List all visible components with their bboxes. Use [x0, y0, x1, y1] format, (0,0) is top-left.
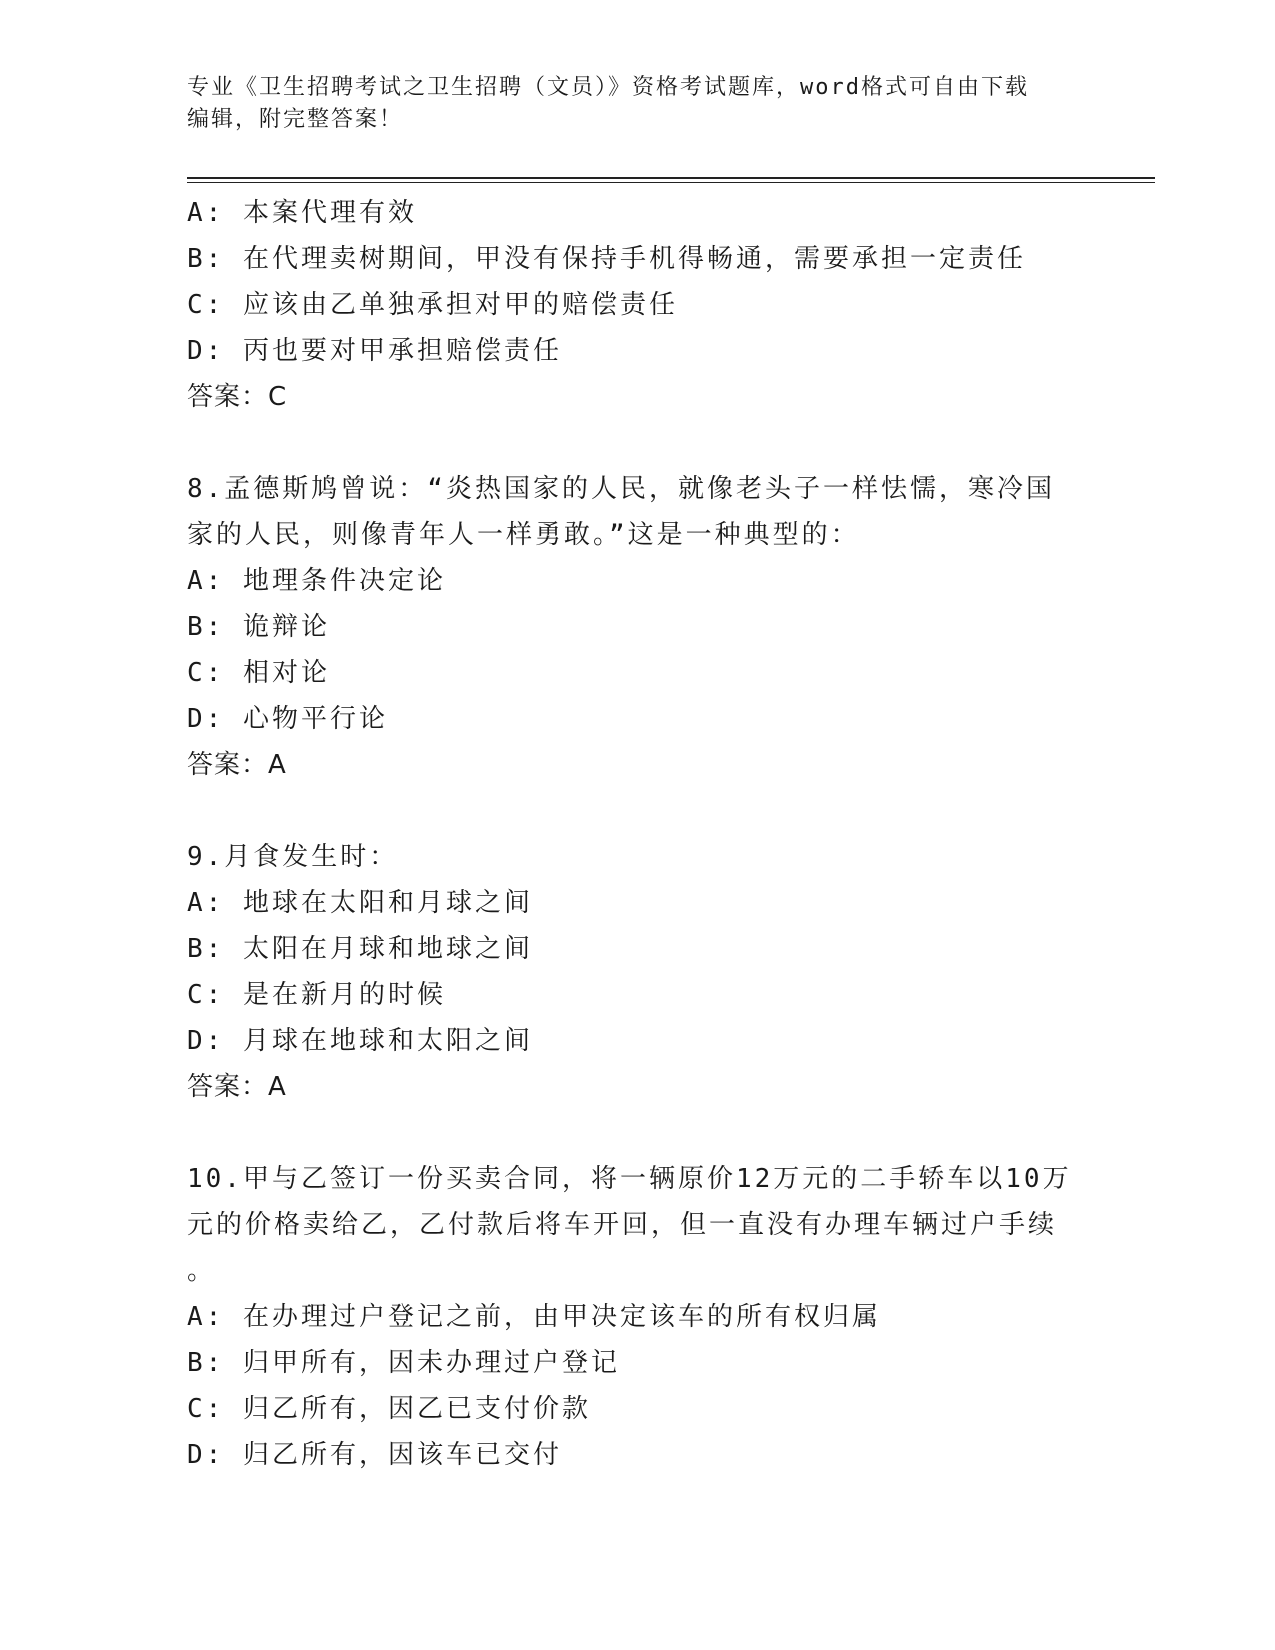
option-d: D: 月球在地球和太阳之间 [187, 1026, 533, 1056]
option-a: A: 地球在太阳和月球之间 [187, 888, 533, 918]
option-a: A: 本案代理有效 [187, 198, 417, 228]
question-title-line-1: 9.月食发生时： [187, 842, 399, 872]
question-title-line-3: 。 [187, 1256, 217, 1286]
option-d: D: 归乙所有，因该车已交付 [187, 1440, 562, 1470]
header-line-1: 专业《卫生招聘考试之卫生招聘（文员）》资格考试题库，word格式可自由下载 [187, 75, 1029, 100]
option-b: B: 太阳在月球和地球之间 [187, 934, 533, 964]
question-7 [187, 190, 1087, 420]
option-d: D: 丙也要对甲承担赔偿责任 [187, 336, 562, 366]
question-10 [187, 1156, 1087, 1478]
option-c: C: 相对论 [187, 658, 330, 688]
header-rule-thin [187, 182, 1155, 183]
question-title-line-1: 8.孟德斯鸠曾说：“炎热国家的人民，就像老头子一样怯懦，寒冷国 [187, 474, 1055, 504]
question-9 [187, 834, 1087, 1110]
option-c: C: 应该由乙单独承担对甲的赔偿责任 [187, 290, 678, 320]
question-title-line-1: 10.甲与乙签订一份买卖合同，将一辆原价12万元的二手轿车以10万 [187, 1164, 1072, 1194]
question-list [187, 190, 1087, 1478]
question-8 [187, 466, 1087, 788]
answer: 答案：A [187, 750, 287, 780]
answer: 答案：C [187, 382, 288, 412]
question-title-line-2: 元的价格卖给乙，乙付款后将车开回，但一直没有办理车辆过户手续 [187, 1210, 1058, 1240]
option-b: B: 在代理卖树期间，甲没有保持手机得畅通，需要承担一定责任 [187, 244, 1026, 274]
option-d: D: 心物平行论 [187, 704, 388, 734]
document-header [187, 72, 1087, 136]
header-rule-thick [187, 177, 1155, 179]
option-a: A: 地理条件决定论 [187, 566, 446, 596]
question-title-line-2: 家的人民，则像青年人一样勇敢。”这是一种典型的： [187, 520, 860, 550]
answer: 答案：A [187, 1072, 287, 1102]
option-a: A: 在办理过户登记之前，由甲决定该车的所有权归属 [187, 1302, 881, 1332]
option-c: C: 归乙所有，因乙已支付价款 [187, 1394, 591, 1424]
option-c: C: 是在新月的时候 [187, 980, 446, 1010]
option-b: B: 归甲所有，因未办理过户登记 [187, 1348, 620, 1378]
header-line-2: 编辑，附完整答案！ [187, 107, 404, 132]
option-b: B: 诡辩论 [187, 612, 330, 642]
